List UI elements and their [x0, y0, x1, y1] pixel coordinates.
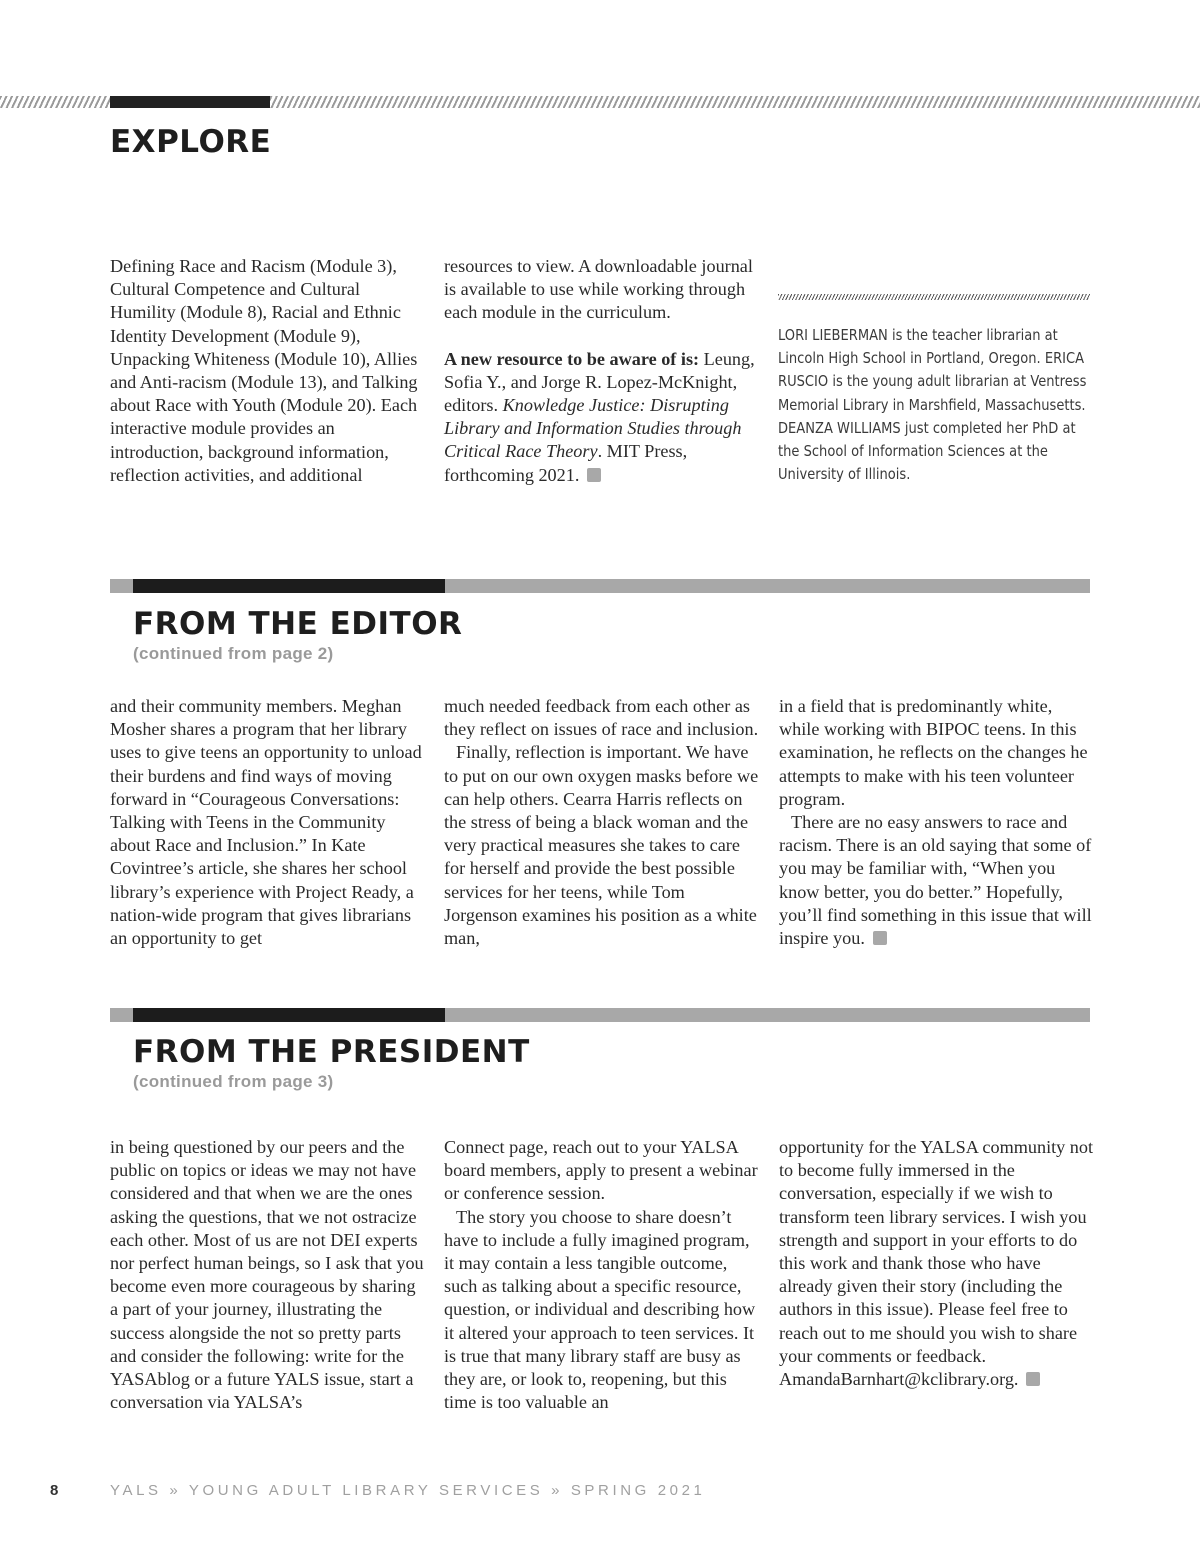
president-heading: FROM THE PRESIDENT: [133, 1034, 530, 1070]
editor-column-2: [444, 695, 762, 950]
top-hatch-accent: [110, 96, 270, 108]
president-continued-note: (continued from page 3): [133, 1072, 334, 1091]
bio-hatch-rule: [778, 294, 1090, 300]
president-column-3: [779, 1136, 1097, 1391]
editor-col2-p2: Finally, reflection is important. We have to put on our own oxygen masks before we can help others. Cearra Harris reflects on the stress of being a black woman and the very practical measures she takes to care for herself and provide the best possible services for her teens, while Tom Jorgenson examines his position as a white man,: [444, 742, 759, 949]
explore-resource: [444, 348, 762, 487]
resource-heading: A new resource to be aware of is:: [444, 348, 700, 369]
explore-column-2: [444, 255, 762, 487]
president-column-1: [110, 1136, 428, 1414]
president-column-2: [444, 1136, 762, 1414]
president-col1-text: in being questioned by our peers and the public on topics or ideas we may not have considered and that when we are the ones asking the questions, that we not ostracize each other. Most of us are not DEI experts nor perfect human beings, so I ask that you become even more courageous by sharing a part of your journey, illustrating the success alongside the not so pretty parts and consider the following: write for the YASAblog or a future YALS issue, start a conversation via YALSA’s: [110, 1137, 424, 1413]
explore-column-1: [110, 255, 428, 487]
editor-continued-note: (continued from page 2): [133, 644, 334, 663]
editor-col3-p2: [779, 811, 1097, 950]
page-number: 8: [50, 1482, 59, 1499]
editor-col3-p2-text: There are no easy answers to race and racism. There is an old saying that some of you may be familiar with, “When you know better, you do better.” Hopefully, you’ll find something in this issue that will inspire you.: [779, 812, 1092, 949]
explore-col1-text: Defining Race and Racism (Module 3), Cultural Competence and Cultural Humility (Module 8), Racial and Ethnic Identity Development (Module 9), Unpacking Whiteness (Module 10), Allies and Anti-racism (Module 13), and Talking about Race with Youth (Module 20). Each interactive module provides an introduction, background information, reflection activities, and additional: [110, 256, 418, 485]
resource-authors: Leung, Sofia Y., and Jorge R. Lopez-McKnight, editors.: [444, 348, 755, 416]
editor-col3-p1: in a field that is predominantly white, while working with BIPOC teens. In this examination, he reflects on the changes he attempts to make with his teen volunteer program.: [779, 696, 1088, 809]
president-col3-text: opportunity for the YALSA community not to become fully immersed in the conversation, especially if we wish to transform teen library services. I wish you strength and support in your efforts to do this work and thank those who have already given their story (including the authors in this issue). Please feel free to reach out to me should you wish to share your comments or feedback. AmandaBarnhart@kclibrary.org.: [779, 1137, 1094, 1390]
explore-col2-text: resources to view. A downloadable journal is available to use while working through each module in the curriculum.: [444, 256, 753, 323]
end-mark-icon: [587, 468, 601, 482]
editor-heading: FROM THE EDITOR: [133, 606, 463, 642]
resource-title: Knowledge Justice: Disrupting Library and Information Studies through Critical Race Theory: [444, 395, 742, 462]
author-bio: LORI LIEBERMAN is the teacher librarian at Lincoln High School in Portland, Oregon. ERICA RUSCIO is the young adult librarian at Ventress Memorial Library in Marshfield, Massachusetts. DEANZA WILLIAMS just completed her PhD at the School of Information Sciences at the University of Illinois.: [778, 326, 1087, 484]
editor-col1-text: and their community members. Meghan Mosher shares a program that her library uses to give teens an opportunity to unload their burdens and find ways of moving forward in “Courageous Conversations: Talking with Teens in the Community about Race and Inclusion.” In Kate Covintree’s article, she shares her school library’s experience with Project Ready, a nation-wide program that gives librarians an opportunity to get: [110, 696, 422, 949]
editor-col2-p1: much needed feedback from each other as they reflect on issues of race and inclusion.: [444, 696, 759, 740]
resource-publisher: . MIT Press, forthcoming 2021.: [444, 441, 688, 485]
editor-section-bar-accent: [133, 579, 445, 593]
editor-column-3: [779, 695, 1097, 950]
running-footer: YALS » YOUNG ADULT LIBRARY SERVICES » SPRING 2021: [110, 1482, 706, 1499]
president-col3: [779, 1136, 1097, 1391]
end-mark-icon: [873, 931, 887, 945]
editor-column-1: [110, 695, 428, 950]
president-col2-p1: Connect page, reach out to your YALSA board members, apply to present a webinar or conference session.: [444, 1137, 758, 1204]
president-col2-p2: The story you choose to share doesn’t have to include a fully imagined program, it may contain a less tangible outcome, such as talking about a specific resource, question, or individual and describing how it altered your approach to teen services. It is true that many library staff are busy as they are, or look to, reopening, but this time is too valuable an: [444, 1206, 756, 1413]
president-section-bar-accent: [133, 1008, 445, 1022]
explore-heading: EXPLORE: [110, 124, 272, 160]
end-mark-icon: [1026, 1372, 1040, 1386]
